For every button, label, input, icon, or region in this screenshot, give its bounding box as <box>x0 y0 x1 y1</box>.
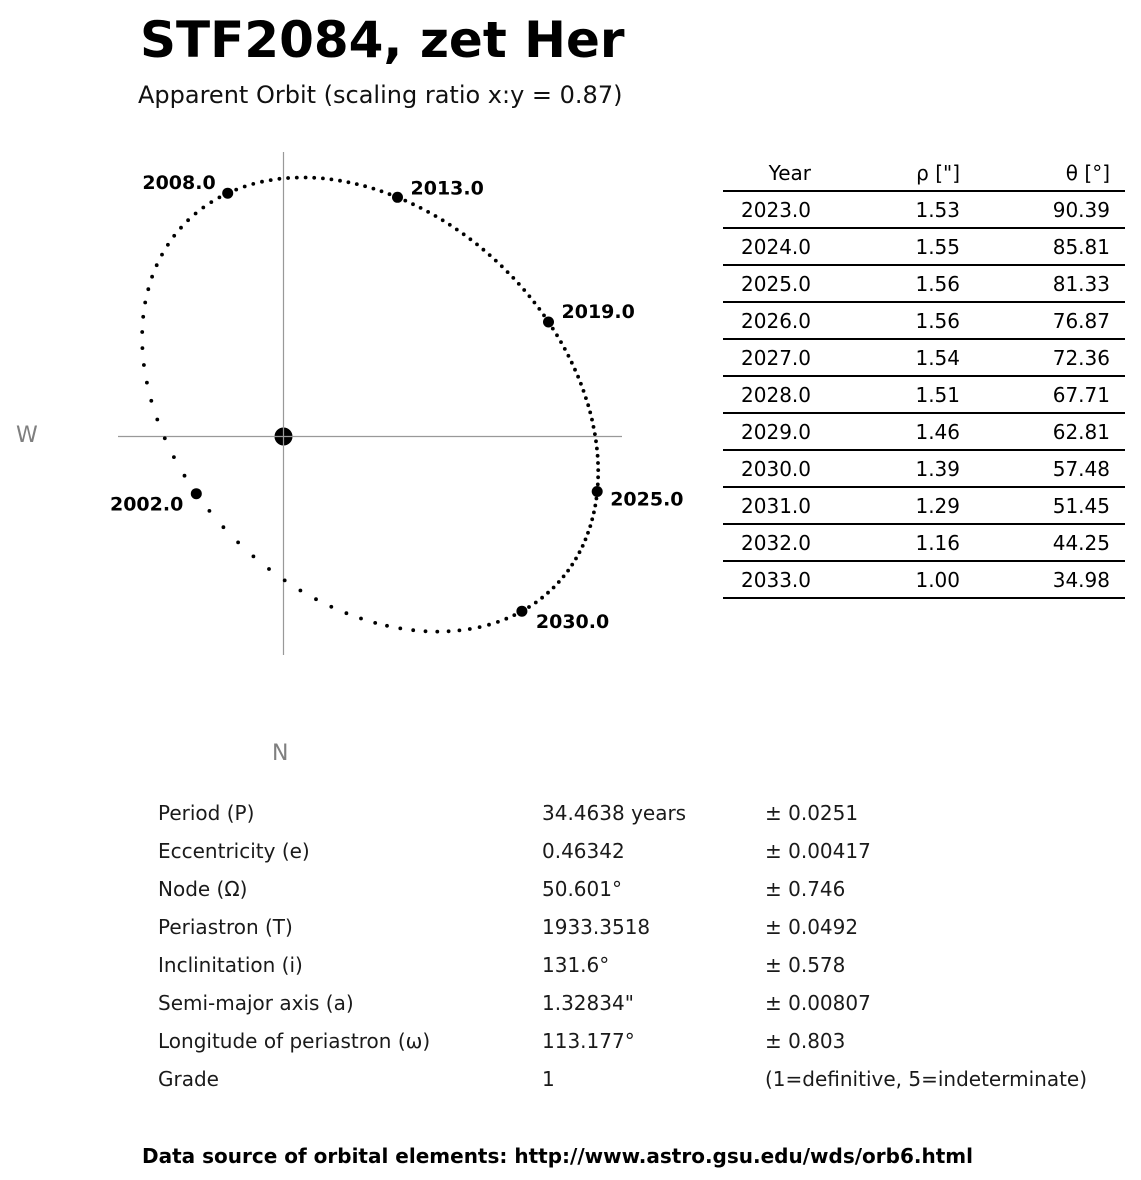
orbit-dot <box>527 605 531 609</box>
orbit-dot <box>141 346 145 350</box>
orbit-dot <box>584 396 588 400</box>
orbit-dot <box>584 538 588 542</box>
epoch-dot <box>392 192 403 203</box>
orbit-dot <box>355 182 359 186</box>
table-cell: 2033.0 <box>723 561 833 598</box>
orbit-dot <box>426 210 430 214</box>
orbit-dot <box>534 601 538 605</box>
table-cell: 85.81 <box>993 228 1125 265</box>
orbit-dot <box>201 206 205 210</box>
orbit-dot <box>338 179 342 183</box>
orbit-dot <box>533 301 537 305</box>
orbit-dot <box>329 605 333 609</box>
epoch-dot <box>592 486 603 497</box>
orbit-dot <box>590 517 594 521</box>
orbit-dot <box>330 178 334 182</box>
page-subtitle: Apparent Orbit (scaling ratio x:y = 0.87) <box>138 81 623 109</box>
orbit-dot <box>209 200 213 204</box>
orbit-dot <box>566 569 570 573</box>
table-cell: 1.46 <box>833 413 993 450</box>
orbit-dot <box>140 330 144 334</box>
orbit-dot <box>179 226 183 230</box>
table-cell: 1.53 <box>833 191 993 228</box>
orbit-dot <box>588 524 592 528</box>
data-source-note: Data source of orbital elements: http://www.astro.gsu.edu/wds/orb6.html <box>142 1144 973 1168</box>
ephemeris-table-container <box>723 155 1125 599</box>
orbit-dot <box>269 178 273 182</box>
orbit-plot <box>0 140 700 800</box>
orbit-dot <box>295 176 299 180</box>
orbit-dot <box>563 347 567 351</box>
orbit-dot <box>283 579 287 583</box>
orbit-dot <box>537 307 541 311</box>
table-header-row <box>723 155 1125 191</box>
element-label: Longitude of periastron (ω) <box>158 1029 431 1053</box>
table-row <box>723 228 1125 265</box>
orbit-dot <box>145 381 149 385</box>
orbit-dot <box>278 177 282 181</box>
orbit-dot <box>596 483 600 487</box>
table-row <box>723 413 1125 450</box>
table-cell: 2031.0 <box>723 487 833 524</box>
orbital-elements-list <box>158 794 1087 1098</box>
orbit-dot <box>163 436 167 440</box>
table-cell: 1.55 <box>833 228 993 265</box>
orbit-dot <box>581 544 585 548</box>
orbit-dot <box>504 617 508 621</box>
table-cell: 72.36 <box>993 339 1125 376</box>
table-cell: 1.16 <box>833 524 993 561</box>
orbit-dot <box>243 185 247 189</box>
table-cell: 1.39 <box>833 450 993 487</box>
table-cell: 1.29 <box>833 487 993 524</box>
orbit-dot <box>586 531 590 535</box>
orbit-dot <box>183 474 187 478</box>
orbit-dot <box>555 333 559 337</box>
orbit-dot <box>551 327 555 331</box>
table-cell: 2023.0 <box>723 191 833 228</box>
epoch-label: 2013.0 <box>410 177 484 200</box>
element-row <box>158 984 1087 1022</box>
element-row <box>158 832 1087 870</box>
table-row <box>723 376 1125 413</box>
orbit-dot <box>155 263 159 267</box>
orbit-dot <box>194 212 198 216</box>
orbit-dot <box>596 468 600 472</box>
epoch-label: 2002.0 <box>109 493 184 516</box>
orbit-dot <box>218 196 222 200</box>
orbit-dot <box>458 629 462 633</box>
table-row <box>723 450 1125 487</box>
element-value: 113.177° <box>542 1029 635 1053</box>
orbit-dot <box>468 627 472 631</box>
orbit-dot <box>573 368 577 372</box>
orbit-dot <box>359 617 363 621</box>
orbit-dot <box>172 234 176 238</box>
table-cell: 1.54 <box>833 339 993 376</box>
table-cell: 2030.0 <box>723 450 833 487</box>
element-error: ± 0.0251 <box>765 801 859 825</box>
element-value: 131.6° <box>542 953 610 977</box>
orbit-dot <box>588 411 592 415</box>
orbit-dot <box>546 591 550 595</box>
orbit-dot <box>385 624 389 628</box>
table-cell: 2027.0 <box>723 339 833 376</box>
element-label: Inclinitation (i) <box>158 953 303 977</box>
orbit-dot <box>576 375 580 379</box>
orbit-dot <box>482 248 486 252</box>
orbit-dot <box>166 243 170 247</box>
orbit-dot <box>592 511 596 515</box>
table-header-rho: ρ ["] <box>833 155 993 191</box>
epoch-dot <box>191 488 202 499</box>
orbit-dot <box>141 315 145 319</box>
table-cell: 2025.0 <box>723 265 833 302</box>
element-error: (1=definitive, 5=indeterminate) <box>765 1067 1088 1091</box>
orbit-dot <box>574 557 578 561</box>
orbit-dot <box>596 475 600 479</box>
orbit-dot <box>388 192 392 196</box>
table-row <box>723 487 1125 524</box>
orbit-dot <box>143 301 147 305</box>
orbit-dot <box>487 623 491 627</box>
table-cell: 2029.0 <box>723 413 833 450</box>
orbit-dot <box>488 253 492 257</box>
orbit-dot <box>146 287 150 291</box>
orbit-dot <box>455 228 459 232</box>
orbit-dot <box>312 176 316 180</box>
element-label: Semi-major axis (a) <box>158 991 354 1015</box>
orbit-dot <box>236 541 240 545</box>
orbit-dot <box>252 555 256 559</box>
orbit-dot <box>321 177 325 181</box>
element-row <box>158 946 1087 984</box>
orbit-dot <box>299 589 303 593</box>
element-error: ± 0.578 <box>765 953 846 977</box>
orbit-dot <box>592 425 596 429</box>
orbit-dot <box>345 611 349 615</box>
orbit-dot <box>251 182 255 186</box>
table-cell: 67.71 <box>993 376 1125 413</box>
table-cell: 81.33 <box>993 265 1125 302</box>
element-row <box>158 1022 1087 1060</box>
epoch-dot <box>222 188 233 199</box>
orbit-dot <box>234 188 238 192</box>
element-label: Node (Ω) <box>158 877 248 901</box>
table-row <box>723 339 1125 376</box>
orbit-dot <box>512 613 516 617</box>
orbit-dot <box>149 399 153 403</box>
orbit-dot <box>447 629 451 633</box>
table-cell: 1.51 <box>833 376 993 413</box>
orbit-dot <box>595 447 599 451</box>
table-cell: 2032.0 <box>723 524 833 561</box>
orbit-dot <box>559 340 563 344</box>
element-error: ± 0.803 <box>765 1029 846 1053</box>
orbit-dot <box>419 206 423 210</box>
orbit-dot <box>475 243 479 247</box>
orbit-dot <box>542 314 546 318</box>
orbit-dot <box>517 282 521 286</box>
orbit-dot <box>570 361 574 365</box>
table-cell: 1.00 <box>833 561 993 598</box>
element-error: ± 0.00417 <box>765 839 871 863</box>
table-row <box>723 302 1125 339</box>
element-label: Grade <box>158 1067 219 1091</box>
orbit-dot <box>496 620 500 624</box>
orbit-dot <box>582 389 586 393</box>
orbit-dot <box>478 625 482 629</box>
table-row <box>723 265 1125 302</box>
orbit-dot <box>578 550 582 554</box>
orbit-dot <box>595 497 599 501</box>
table-header-year: Year <box>723 155 833 191</box>
element-value: 1.32834" <box>542 991 634 1015</box>
orbit-dot <box>434 214 438 218</box>
element-label: Periastron (T) <box>158 915 293 939</box>
orbit-dot <box>424 629 428 633</box>
table-cell: 76.87 <box>993 302 1125 339</box>
table-cell: 44.25 <box>993 524 1125 561</box>
epoch-markers <box>110 172 684 633</box>
orbit-dot <box>286 176 290 180</box>
orbit-dot <box>593 432 597 436</box>
orbit-dot <box>567 354 571 358</box>
page-title: STF2084, zet Her <box>140 11 625 69</box>
orbit-dot <box>494 259 498 263</box>
orbit-dot <box>363 184 367 188</box>
epoch-label: 2025.0 <box>610 488 684 511</box>
table-row <box>723 561 1125 598</box>
orbit-dot <box>469 237 473 241</box>
orbit-dot <box>142 363 146 367</box>
orbit-dot <box>540 596 544 600</box>
orbit-dot <box>557 580 561 584</box>
orbit-dots <box>140 176 600 634</box>
orbit-dot <box>570 563 574 567</box>
orbit-dot <box>596 454 600 458</box>
orbit-dot <box>398 627 402 631</box>
orbit-dot <box>222 525 226 529</box>
table-cell: 34.98 <box>993 561 1125 598</box>
element-label: Period (P) <box>158 801 255 825</box>
element-value: 34.4638 years <box>542 801 687 825</box>
table-cell: 51.45 <box>993 487 1125 524</box>
element-row <box>158 794 1087 832</box>
orbit-dot <box>448 223 452 227</box>
orbit-dot <box>528 294 532 298</box>
epoch-dot <box>516 606 527 617</box>
orbit-dot <box>304 176 308 180</box>
orbit-dot <box>462 232 466 236</box>
table-cell: 62.81 <box>993 413 1125 450</box>
table-header-theta: θ [°] <box>993 155 1125 191</box>
orbit-dot <box>411 628 415 632</box>
orbit-dot <box>593 504 597 508</box>
element-value: 1933.3518 <box>542 915 651 939</box>
orbit-dot <box>590 418 594 422</box>
orbit-dot <box>208 509 212 513</box>
table-cell: 57.48 <box>993 450 1125 487</box>
table-cell: 2024.0 <box>723 228 833 265</box>
orbit-dot <box>586 403 590 407</box>
orbit-dot <box>314 597 318 601</box>
orbit-dot <box>522 288 526 292</box>
table-row <box>723 191 1125 228</box>
element-error: ± 0.00807 <box>765 991 871 1015</box>
orbit-dot <box>441 218 445 222</box>
element-row <box>158 908 1087 946</box>
orbit-dot <box>150 275 154 279</box>
ephemeris-table <box>723 155 1125 599</box>
orbit-dot <box>403 199 407 203</box>
element-row <box>158 1060 1087 1098</box>
epoch-label: 2019.0 <box>561 301 635 323</box>
orbit-dot <box>172 455 176 459</box>
orbit-dot <box>372 187 376 191</box>
epoch-dot <box>543 317 554 328</box>
orbit-dot <box>155 418 159 422</box>
epoch-label: 2030.0 <box>535 611 610 634</box>
orbit-dot <box>380 189 384 193</box>
orbit-dot <box>511 276 515 280</box>
element-value: 0.46342 <box>542 839 625 863</box>
orbit-dot <box>579 382 583 386</box>
element-value: 50.601° <box>542 877 622 901</box>
orbit-dot <box>373 621 377 625</box>
north-axis-label: N <box>272 741 289 766</box>
orbit-dot <box>260 180 264 184</box>
table-row <box>723 524 1125 561</box>
ephemeris-table-body <box>723 191 1125 598</box>
element-error: ± 0.0492 <box>765 915 859 939</box>
orbit-dot <box>506 270 510 274</box>
orbit-dot <box>596 461 600 465</box>
element-error: ± 0.746 <box>765 877 846 901</box>
table-cell: 1.56 <box>833 265 993 302</box>
orbit-dot <box>500 264 504 268</box>
orbit-dot <box>347 180 351 184</box>
orbit-dot <box>160 253 164 257</box>
epoch-label: 2008.0 <box>142 172 216 195</box>
table-cell: 90.39 <box>993 191 1125 228</box>
element-value: 1 <box>542 1067 555 1091</box>
element-label: Eccentricity (e) <box>158 839 310 863</box>
orbit-dot <box>435 630 439 634</box>
orbit-dot <box>186 218 190 222</box>
table-cell: 2026.0 <box>723 302 833 339</box>
orbit-dot <box>594 439 598 443</box>
orbit-dot <box>267 567 271 571</box>
orbit-dot <box>562 575 566 579</box>
table-cell: 1.56 <box>833 302 993 339</box>
orbit-dot <box>411 202 415 206</box>
element-row <box>158 870 1087 908</box>
orbit-dot <box>552 586 556 590</box>
table-cell: 2028.0 <box>723 376 833 413</box>
west-axis-label: W <box>16 423 38 448</box>
